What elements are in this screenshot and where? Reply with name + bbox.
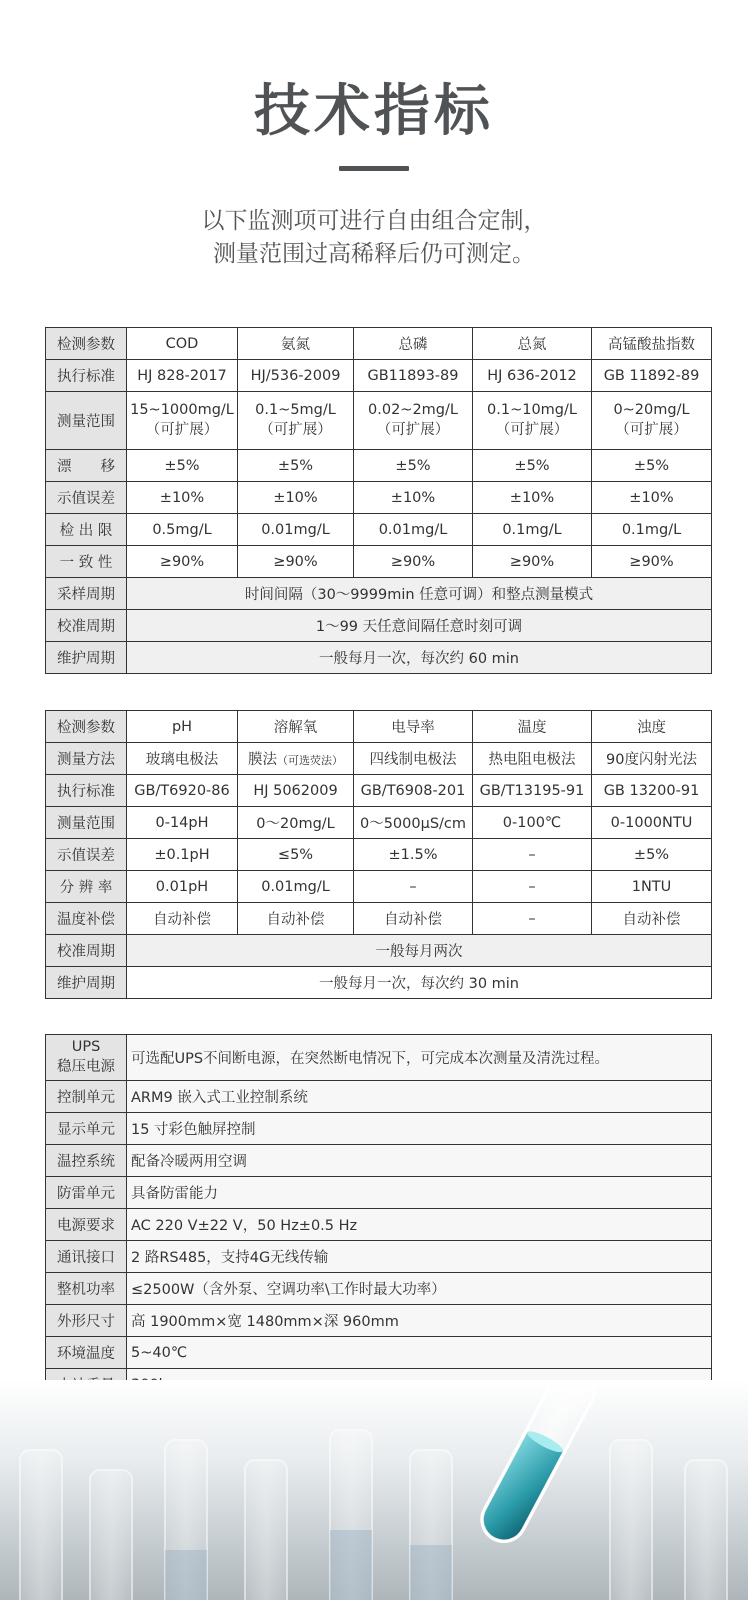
range-value: 0~20mg/L: [613, 402, 690, 418]
row-label: [46, 1035, 127, 1081]
spec-table-system: [45, 1034, 712, 1401]
table-cell: 0.01mg/L: [238, 514, 354, 546]
table-header-row: [46, 711, 712, 743]
page-title: 技术指标: [254, 79, 494, 144]
table-cell: [238, 392, 354, 450]
table-row: [46, 392, 712, 450]
method-note: （可选荧法）: [277, 754, 343, 767]
table-row: [46, 546, 712, 578]
row-label: 温控系统: [46, 1145, 127, 1177]
row-label: 执行标准: [46, 775, 127, 807]
table-row: [46, 578, 712, 610]
table-cell-span: 一般每月两次: [127, 935, 712, 967]
table-cell: 0.1mg/L: [473, 514, 592, 546]
table-row: [46, 1177, 712, 1209]
table-cell-span: 1～99 天任意间隔任意时刻可调: [127, 610, 712, 642]
table-cell: –: [354, 871, 473, 903]
table-cell: [592, 392, 712, 450]
table-cell: GB 13200-91: [592, 775, 712, 807]
table-cell: 自动补偿: [592, 903, 712, 935]
row-label: 防雷单元: [46, 1177, 127, 1209]
table-cell: 0-14pH: [127, 807, 238, 839]
method-value: 膜法: [248, 752, 277, 768]
table-row: [46, 839, 712, 871]
range-note: （可扩展）: [495, 422, 569, 438]
table-cell: 自动补偿: [127, 903, 238, 935]
table-cell: 配备冷暖两用空调: [127, 1145, 712, 1177]
table-cell: ≤5%: [238, 839, 354, 871]
table-row: [46, 743, 712, 775]
header-cell: 氨氮: [238, 328, 354, 360]
table-row: [46, 642, 712, 674]
header-cell: 高锰酸盐指数: [592, 328, 712, 360]
table-row: [46, 903, 712, 935]
table-cell: 5~40℃: [127, 1337, 712, 1369]
table-header-row: [46, 328, 712, 360]
table-cell: 90度闪射光法: [592, 743, 712, 775]
table-cell: 2 路RS485，支持4G无线传输: [127, 1241, 712, 1273]
header-cell: 温度: [473, 711, 592, 743]
spec-table-physical: [45, 710, 712, 999]
table-row: [46, 1035, 712, 1081]
table-cell: –: [473, 871, 592, 903]
table-row: [46, 610, 712, 642]
range-value: 0.1~5mg/L: [255, 402, 336, 418]
row-label: 测量方法: [46, 743, 127, 775]
row-label: 示值误差: [46, 482, 127, 514]
table-row: [46, 1113, 712, 1145]
header-cell: 电导率: [354, 711, 473, 743]
range-note: （可扩展）: [145, 422, 219, 438]
subtitle-line-2: 测量范围过高稀释后仍可测定。: [213, 241, 535, 267]
table-cell: ±5%: [127, 450, 238, 482]
row-label: 整机功率: [46, 1273, 127, 1305]
table-cell: GB11893-89: [354, 360, 473, 392]
table-cell: ≥90%: [127, 546, 238, 578]
table-cell: ARM9 嵌入式工业控制系统: [127, 1081, 712, 1113]
table-cell: 可选配UPS不间断电源，在突然断电情况下，可完成本次测量及清洗过程。: [127, 1035, 712, 1081]
header-cell: 浊度: [592, 711, 712, 743]
table-cell: ±5%: [592, 839, 712, 871]
table-cell: HJ 5062009: [238, 775, 354, 807]
table-cell: –: [473, 839, 592, 871]
row-label: 分 辨 率: [46, 871, 127, 903]
header-cell: 总氮: [473, 328, 592, 360]
table-cell: HJ 636-2012: [473, 360, 592, 392]
table-row: [46, 1209, 712, 1241]
table-cell: 高 1900mm×宽 1480mm×深 960mm: [127, 1305, 712, 1337]
table-cell: 15 寸彩色触屏控制: [127, 1113, 712, 1145]
table-cell: [127, 392, 238, 450]
table-row: [46, 514, 712, 546]
table-cell: ≤2500W（含外泵、空调功率\工作时最大功率）: [127, 1273, 712, 1305]
table-cell: 0.5mg/L: [127, 514, 238, 546]
row-label: 测量范围: [46, 392, 127, 450]
header-cell: 检测参数: [46, 711, 127, 743]
page-subtitle: [0, 205, 748, 271]
table-cell: 玻璃电极法: [127, 743, 238, 775]
table-cell: ≥90%: [592, 546, 712, 578]
lab-glassware-background: [0, 1380, 748, 1600]
row-label: 控制单元: [46, 1081, 127, 1113]
table-cell: ±10%: [592, 482, 712, 514]
table-row: [46, 1273, 712, 1305]
table-row: [46, 482, 712, 514]
row-label: 显示单元: [46, 1113, 127, 1145]
row-label: 校准周期: [46, 610, 127, 642]
row-label: 一 致 性: [46, 546, 127, 578]
table-cell: 0-100℃: [473, 807, 592, 839]
table-cell: –: [473, 903, 592, 935]
table-cell: 0.1mg/L: [592, 514, 712, 546]
table-cell: ±0.1pH: [127, 839, 238, 871]
row-label: 温度补偿: [46, 903, 127, 935]
table-cell: GB 11892-89: [592, 360, 712, 392]
table-row: [46, 807, 712, 839]
table-cell: 0-1000NTU: [592, 807, 712, 839]
table-cell: ≥90%: [354, 546, 473, 578]
table-row: [46, 450, 712, 482]
table-cell-span: 一般每月一次，每次约 60 min: [127, 642, 712, 674]
header-cell: pH: [127, 711, 238, 743]
range-value: 0.02~2mg/L: [368, 402, 458, 418]
table-cell: 四线制电极法: [354, 743, 473, 775]
row-label: 校准周期: [46, 935, 127, 967]
table-cell: HJ 828-2017: [127, 360, 238, 392]
table-cell: ±10%: [473, 482, 592, 514]
row-label: 通讯接口: [46, 1241, 127, 1273]
table-cell: ±5%: [473, 450, 592, 482]
table-cell-span: 时间间隔（30～9999min 任意可调）和整点测量模式: [127, 578, 712, 610]
range-note: （可扩展）: [376, 422, 450, 438]
table-cell: ±1.5%: [354, 839, 473, 871]
row-label: 环境温度: [46, 1337, 127, 1369]
table-cell: GB/T13195-91: [473, 775, 592, 807]
row-label: 执行标准: [46, 360, 127, 392]
table-row: [46, 1081, 712, 1113]
table-cell: ≥90%: [238, 546, 354, 578]
table-cell: 具备防雷能力: [127, 1177, 712, 1209]
table-cell: 1NTU: [592, 871, 712, 903]
ups-label-line: 稳压电源: [57, 1059, 115, 1075]
table-cell: 0.01pH: [127, 871, 238, 903]
header-cell: 总磷: [354, 328, 473, 360]
test-tubes-illustration: [0, 1380, 748, 1600]
table-row: [46, 967, 712, 999]
table-row: [46, 1145, 712, 1177]
row-label: 采样周期: [46, 578, 127, 610]
header-cell: 溶解氧: [238, 711, 354, 743]
table-cell: 0.01mg/L: [354, 514, 473, 546]
table-row: [46, 775, 712, 807]
title-underline: [339, 166, 409, 171]
ups-label-line: UPS: [71, 1039, 101, 1055]
spec-table-water-quality: [45, 327, 712, 674]
table-cell-span: 一般每月一次，每次约 30 min: [127, 967, 712, 999]
table-cell: [473, 392, 592, 450]
row-label: 检 出 限: [46, 514, 127, 546]
row-label: 漂 移: [46, 450, 127, 482]
table-cell: GB/T6908-201: [354, 775, 473, 807]
row-label: 电源要求: [46, 1209, 127, 1241]
table-row: [46, 1337, 712, 1369]
table-row: [46, 1305, 712, 1337]
table-cell: ±10%: [127, 482, 238, 514]
table-cell: ±5%: [592, 450, 712, 482]
table-row: [46, 935, 712, 967]
header-cell: COD: [127, 328, 238, 360]
table-cell: [238, 743, 354, 775]
table-cell: ±10%: [354, 482, 473, 514]
table-cell: 自动补偿: [238, 903, 354, 935]
row-label: 示值误差: [46, 839, 127, 871]
table-row: [46, 360, 712, 392]
table-cell: 0～5000μS/cm: [354, 807, 473, 839]
table-cell: 自动补偿: [354, 903, 473, 935]
table-cell: ±5%: [238, 450, 354, 482]
table-row: [46, 871, 712, 903]
header-cell: 检测参数: [46, 328, 127, 360]
table-cell: ±5%: [354, 450, 473, 482]
range-note: （可扩展）: [615, 422, 688, 438]
range-note: （可扩展）: [259, 422, 332, 438]
row-label: 维护周期: [46, 642, 127, 674]
table-cell: ±10%: [238, 482, 354, 514]
table-cell: 0.01mg/L: [238, 871, 354, 903]
range-value: 0.1~10mg/L: [487, 402, 577, 418]
row-label: 外形尺寸: [46, 1305, 127, 1337]
table-cell: AC 220 V±22 V，50 Hz±0.5 Hz: [127, 1209, 712, 1241]
range-value: 15~1000mg/L: [130, 402, 234, 418]
table-cell: GB/T6920-86: [127, 775, 238, 807]
subtitle-line-1: 以下监测项可进行自由组合定制，: [201, 208, 547, 234]
row-label: 维护周期: [46, 967, 127, 999]
table-cell: ≥90%: [473, 546, 592, 578]
table-cell: HJ/536-2009: [238, 360, 354, 392]
table-row: [46, 1241, 712, 1273]
table-cell: 热电阻电极法: [473, 743, 592, 775]
row-label: 测量范围: [46, 807, 127, 839]
table-cell: 0～20mg/L: [238, 807, 354, 839]
table-cell: [354, 392, 473, 450]
